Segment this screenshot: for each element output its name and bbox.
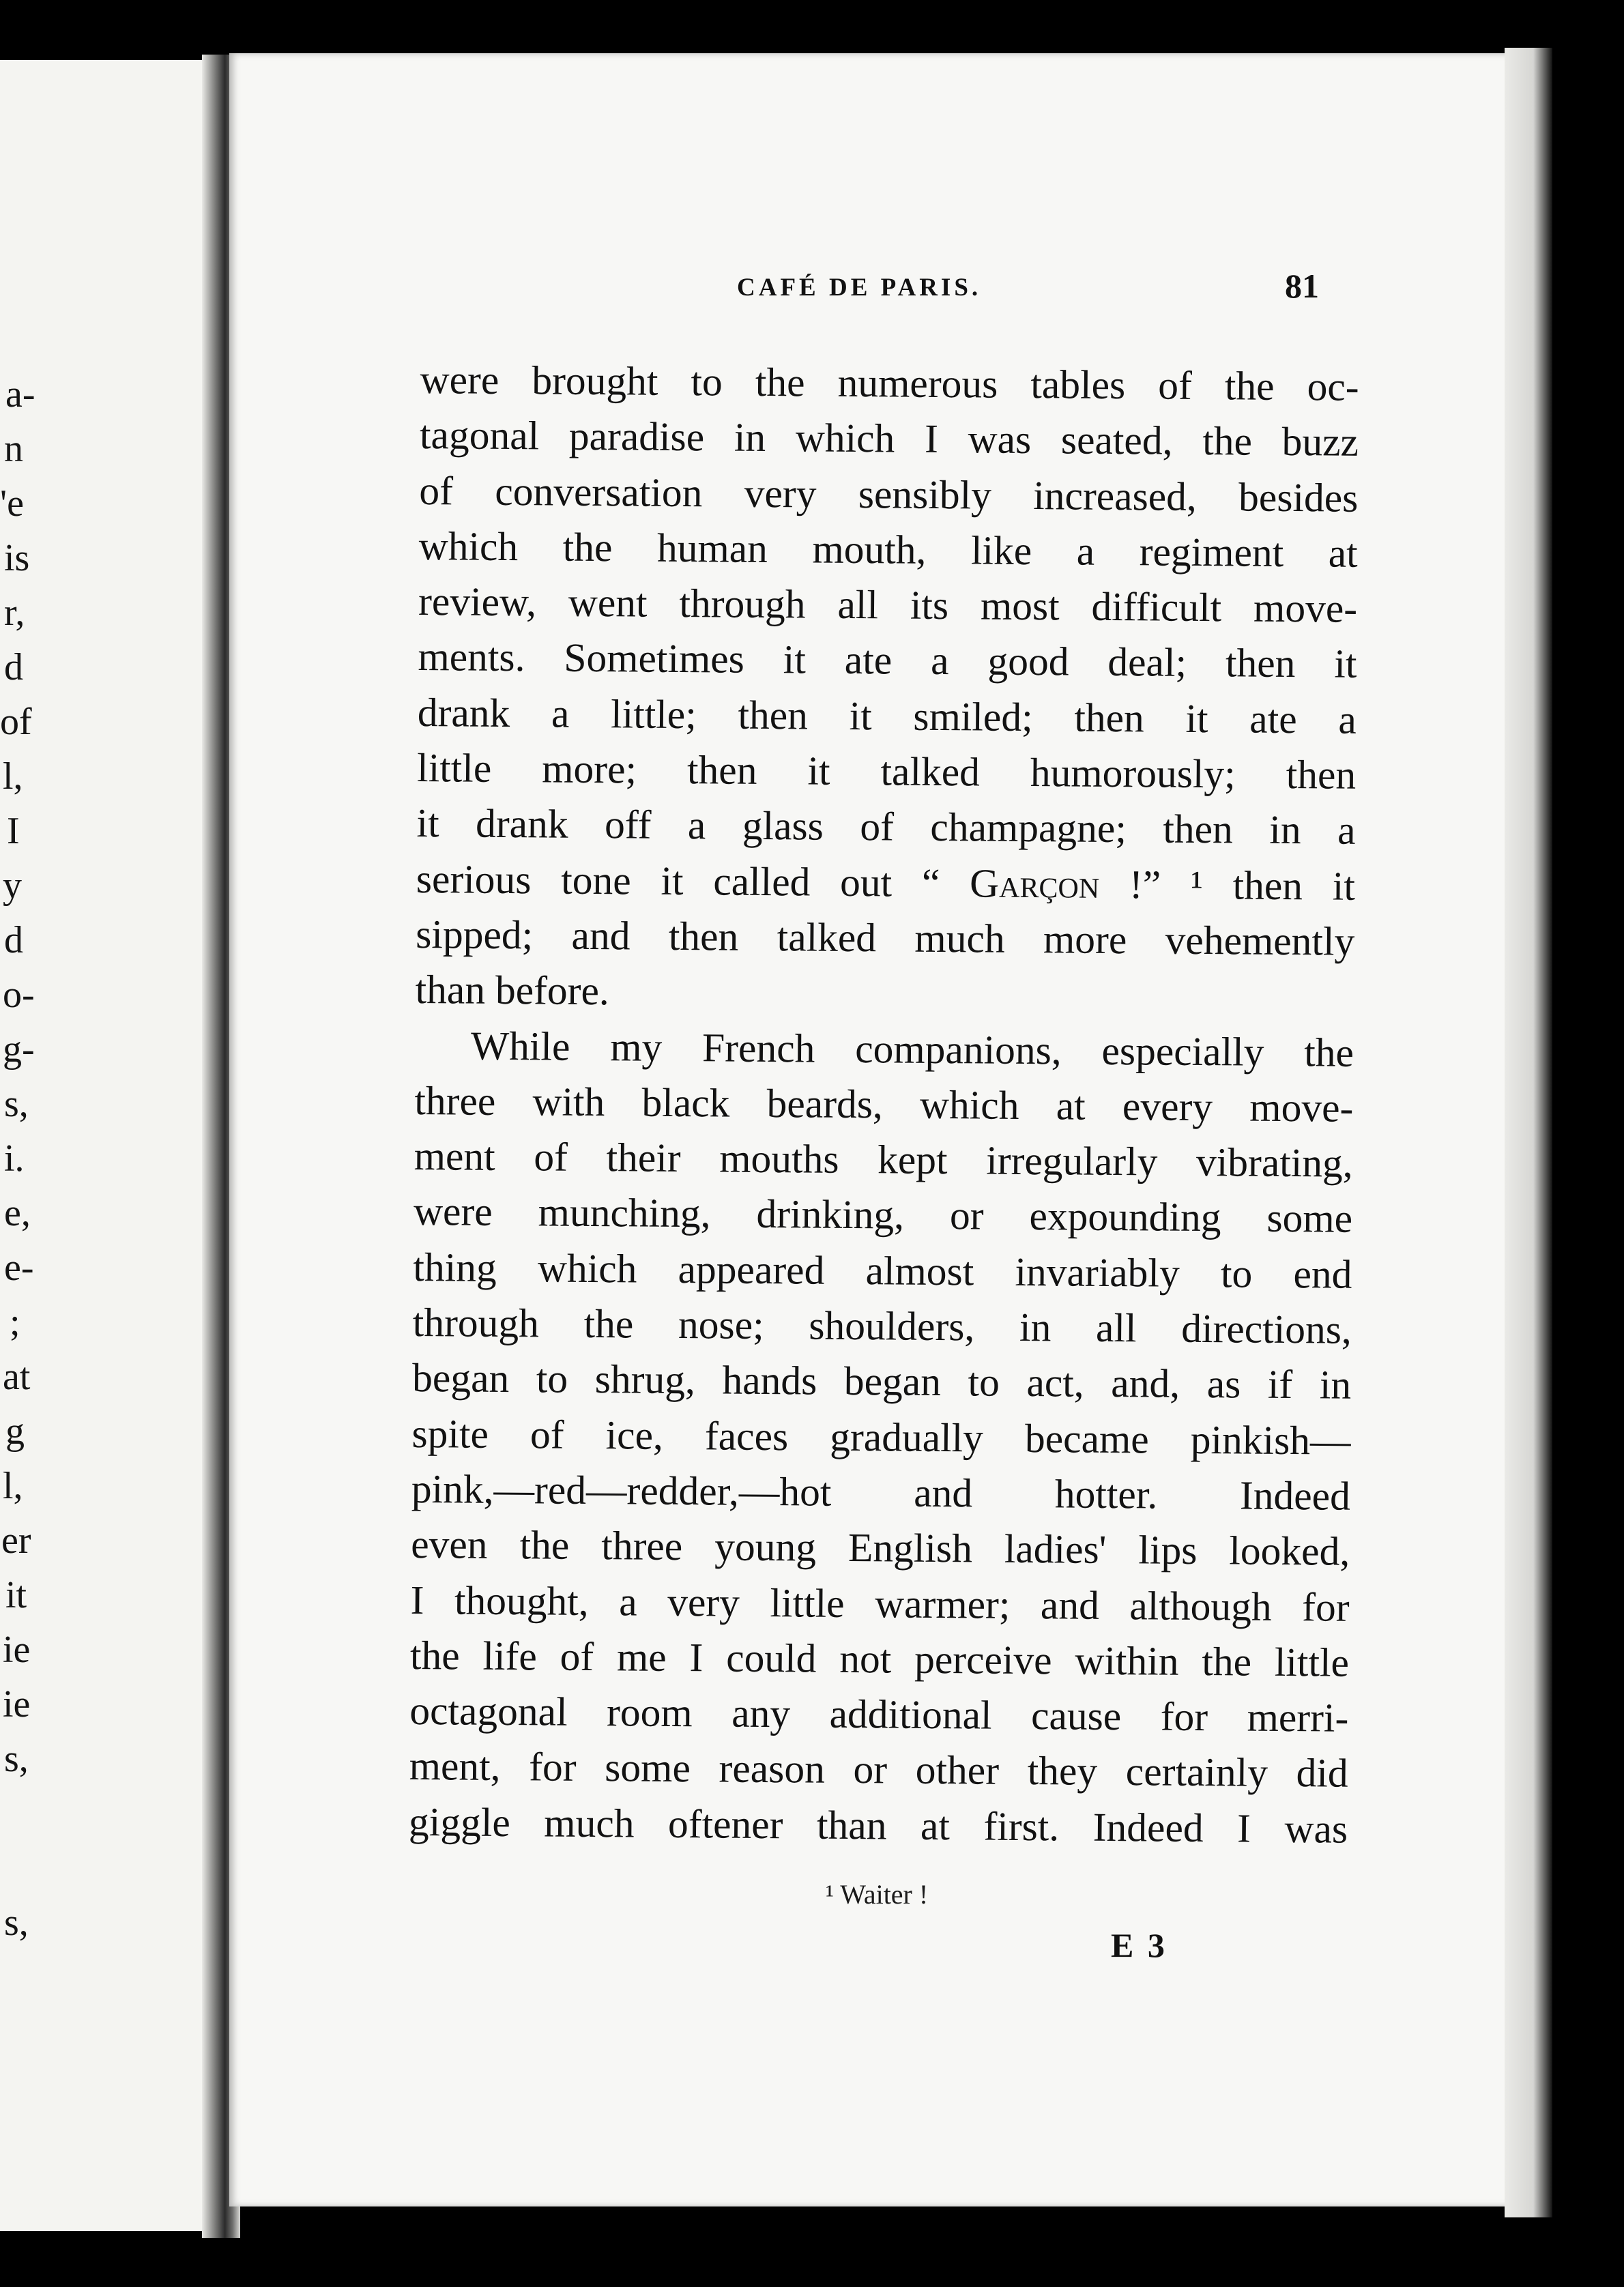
left-fragment: g [5, 1410, 25, 1453]
text-line: While my French companions, especially the [470, 1023, 1354, 1075]
text-line [416, 851, 1356, 914]
text-line: pink,—red—redder,—hot and hotter. Indeed [411, 1466, 1351, 1519]
text-line: through the nose; shoulders, in all directions, [412, 1300, 1352, 1352]
left-fragment: is [4, 537, 30, 579]
text-line: the life of me I could not perceive within the little [409, 1632, 1350, 1685]
text-fragment: then it [1232, 862, 1356, 909]
left-fragment: er [1, 1519, 31, 1562]
left-fragment: s, [4, 1738, 29, 1780]
left-fragment: s, [4, 1902, 29, 1944]
text-line: ments. Sometimes it ate a good deal; then it [418, 634, 1357, 687]
left-page [0, 60, 220, 2231]
left-fragment: i. [4, 1137, 25, 1180]
left-fragment: o- [3, 974, 35, 1016]
text-line: giggle much oftener than at first. Indeed I was [408, 1798, 1348, 1852]
text-line: were munching, drinking, or expounding some [413, 1189, 1353, 1242]
left-fragment: s, [4, 1083, 29, 1125]
text-line: tagonal paradise in which I was seated, the buzz [419, 412, 1359, 465]
left-fragment: of [0, 701, 32, 743]
left-fragment: ie [3, 1683, 31, 1725]
body-text [409, 352, 1359, 1857]
left-fragment: y [3, 864, 22, 907]
page-number: 81 [1285, 267, 1319, 305]
running-head: CAFÉ DE PARIS. [737, 274, 982, 302]
text-line: sipped; and then talked much more vehemently [416, 911, 1355, 964]
text-line: even the three young English ladies' lips looked, [411, 1521, 1350, 1574]
text-line: octagonal room any additional cause for merri- [409, 1688, 1349, 1740]
text-line: review, went through all its most difficult move- [418, 579, 1358, 631]
left-fragment: g- [3, 1028, 35, 1070]
text-line: than before. [415, 967, 610, 1014]
left-fragment: r, [4, 592, 25, 634]
left-fragment: l, [3, 1465, 23, 1507]
left-fragment: I [7, 810, 20, 852]
paragraph-continued [409, 1073, 1354, 1857]
text-line: ment of their mouths kept irregularly vibrating, [414, 1133, 1353, 1186]
text-line: began to shrug, hands began to act, and, as if in [411, 1355, 1352, 1408]
left-fragment: e- [4, 1247, 34, 1289]
left-fragment: d [4, 919, 23, 961]
page-edge [1505, 48, 1552, 2217]
left-fragment: ; [10, 1301, 20, 1343]
left-fragment: ie [3, 1629, 31, 1671]
paragraph [415, 352, 1359, 1025]
left-fragment: e, [4, 1192, 31, 1234]
left-fragment: n [4, 428, 23, 470]
text-line: spite of ice, faces gradually became pinkish— [411, 1410, 1351, 1463]
text-line: it drank off a glass of champagne; then in a [416, 800, 1356, 854]
text-line: little more; then it talked humorously; then [416, 745, 1357, 798]
garcon-callout: “ Garçon !” ¹ [921, 860, 1204, 907]
text-line: were brought to the numerous tables of the oc- [420, 356, 1359, 409]
left-fragment: l, [3, 755, 23, 798]
left-fragment: 'e [0, 482, 24, 525]
text-line: thing which appeared almost invariably to end [413, 1244, 1352, 1297]
left-fragment: d [4, 646, 23, 688]
left-fragment: a- [5, 373, 35, 416]
text-fragment: serious tone it called out [416, 856, 893, 905]
paragraph [415, 1018, 1354, 1081]
text-line: I thought, a very little warmer; and although for [410, 1577, 1350, 1630]
signature-mark: E 3 [1111, 1926, 1168, 1964]
text-line: drank a little; then it smiled; then it ate a [417, 689, 1357, 742]
footnote: ¹ Waiter ! [826, 1879, 929, 1910]
text-line: of conversation very sensibly increased, besides [419, 467, 1359, 521]
left-fragment: at [3, 1356, 31, 1398]
text-line: three with black beards, which at every move- [414, 1077, 1354, 1131]
left-fragment: it [5, 1574, 27, 1616]
text-line: which the human mouth, like a regiment at [418, 523, 1358, 576]
text-line: ment, for some reason or other they certainly did [409, 1743, 1348, 1796]
